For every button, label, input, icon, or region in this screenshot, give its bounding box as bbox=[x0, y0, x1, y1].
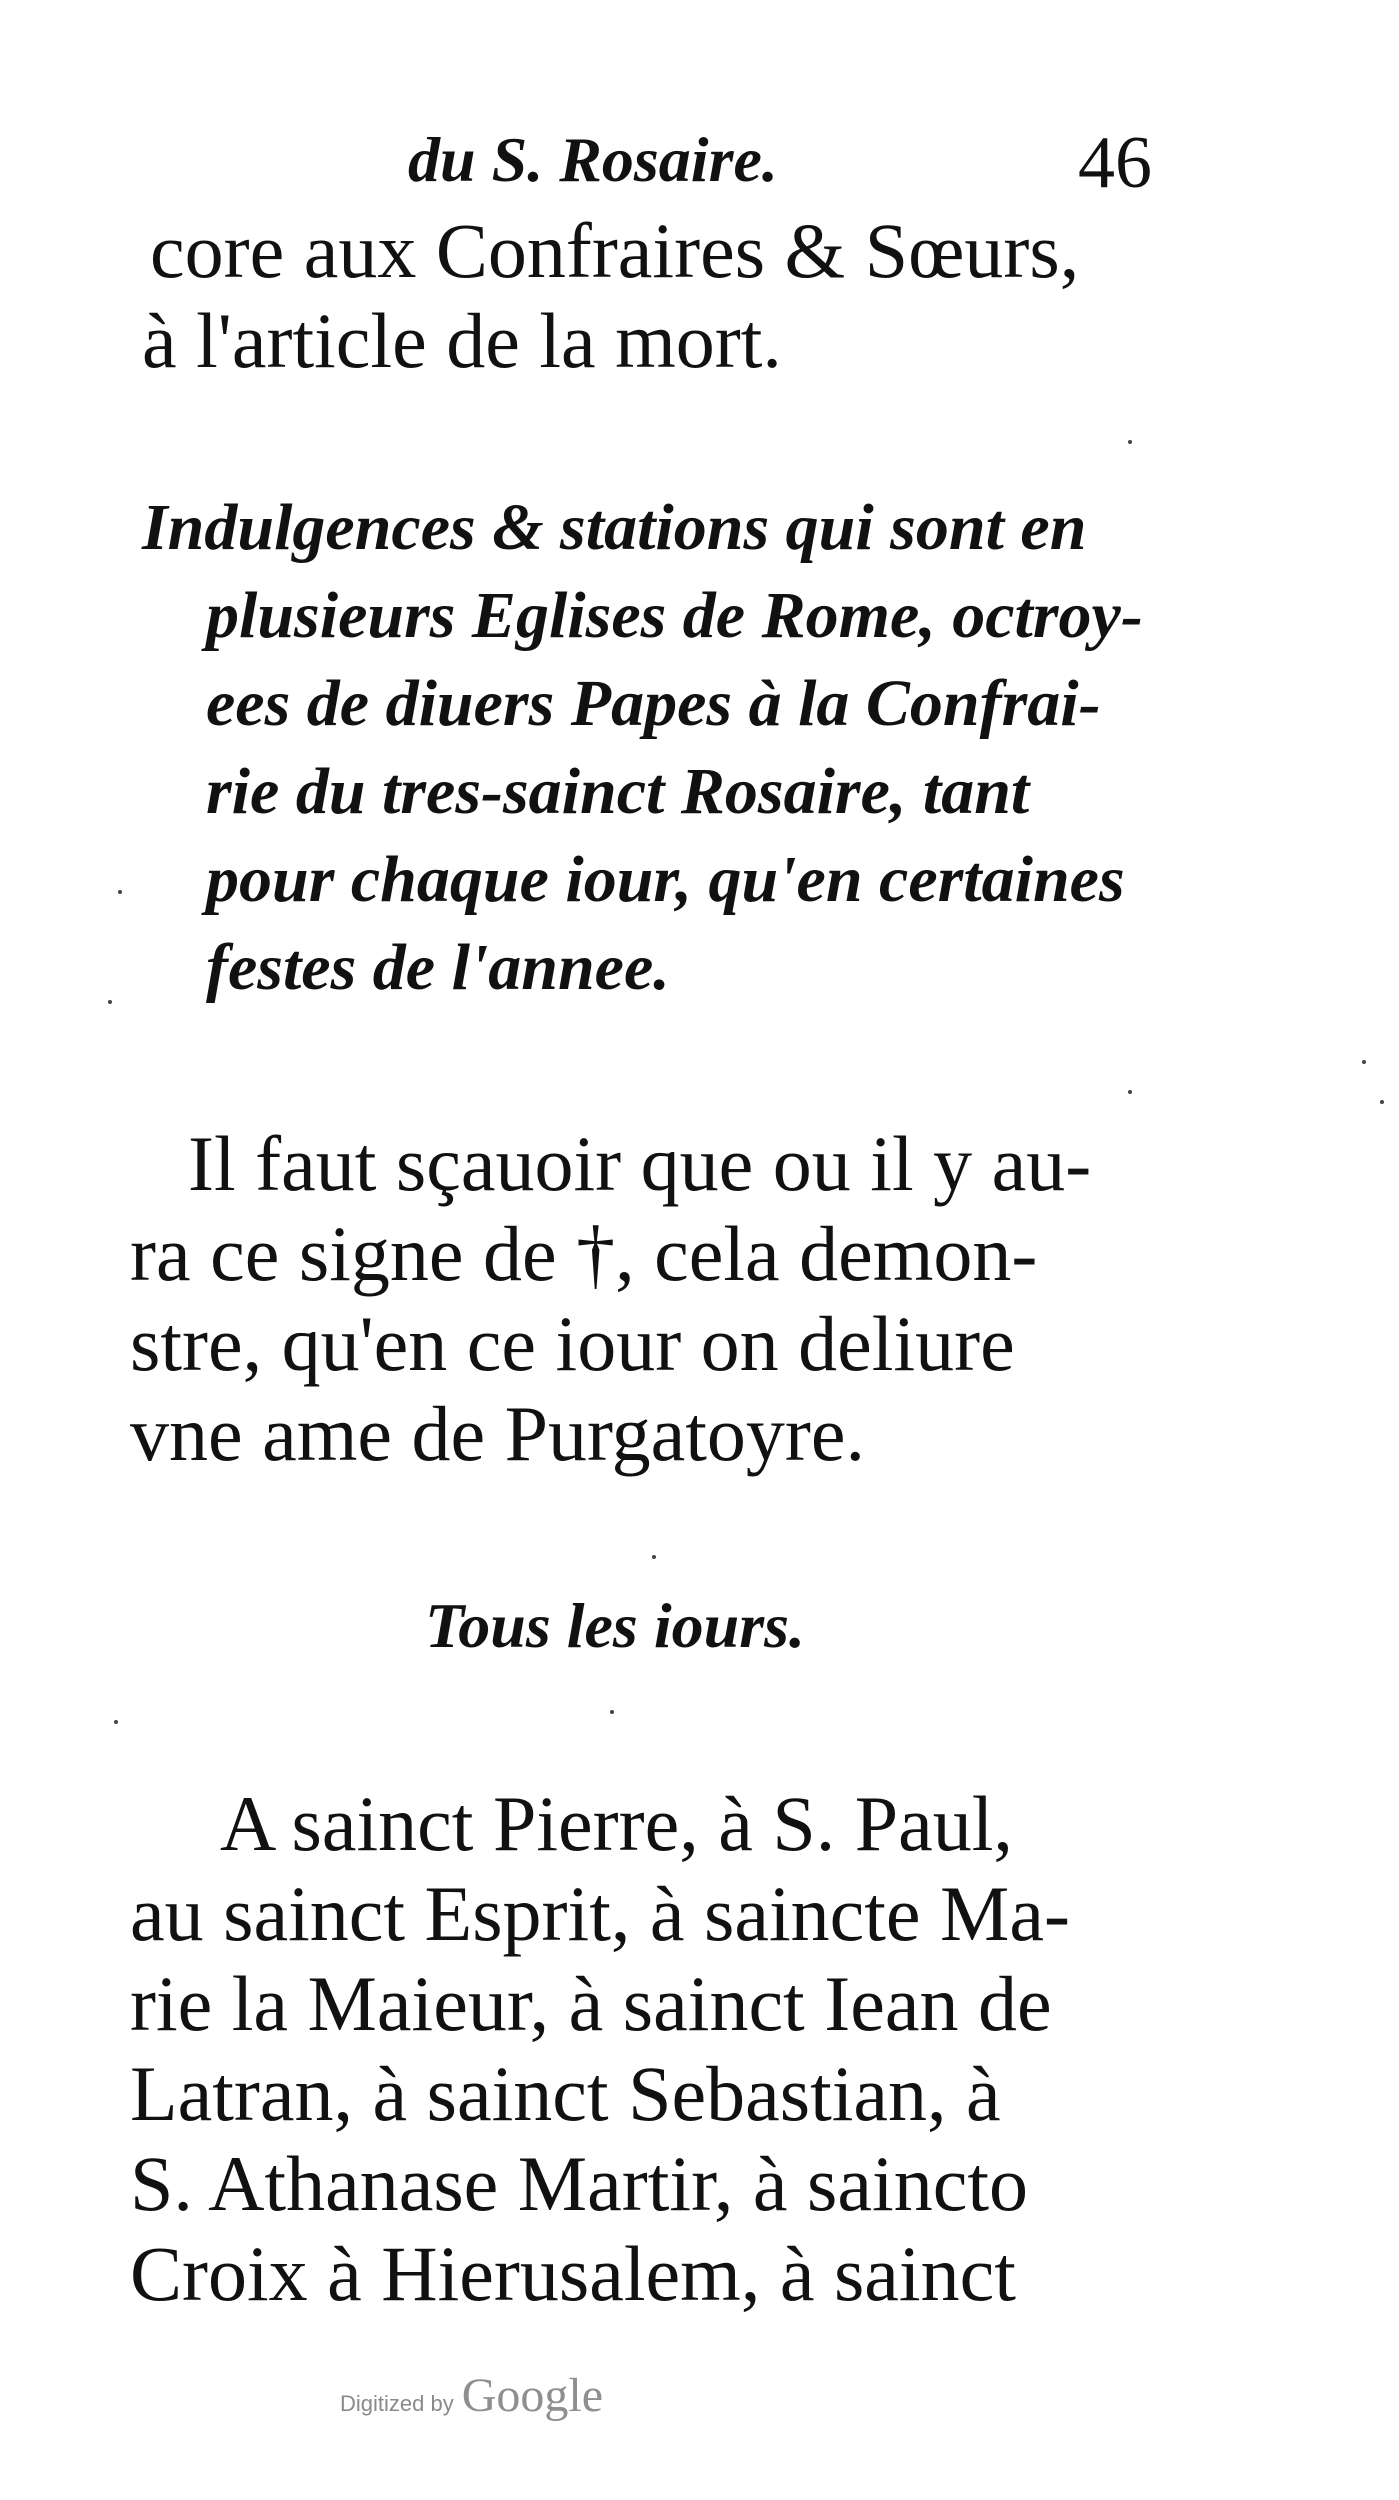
scan-speck bbox=[1362, 1060, 1366, 1064]
text-line: A sainct Pierre, à S. Paul, bbox=[220, 1780, 1013, 1867]
heading-line: festes de l'annee. bbox=[206, 931, 670, 1004]
heading-line: ees de diuers Papes à la Confrai- bbox=[206, 667, 1101, 740]
text-line: Il faut sçauoir que ou il y au- bbox=[188, 1120, 1092, 1207]
digitized-by-google-watermark bbox=[340, 2368, 603, 2423]
scan-speck bbox=[118, 890, 122, 894]
heading-line: Indulgences & stations qui sont en bbox=[142, 491, 1087, 564]
text-line: ra ce signe de †, cela demon- bbox=[130, 1210, 1038, 1297]
page-number: 46 bbox=[1078, 122, 1152, 204]
text-line: au sainct Esprit, à saincte Ma- bbox=[130, 1870, 1070, 1957]
running-title: du S. Rosaire. bbox=[408, 124, 778, 195]
scan-speck bbox=[1380, 1100, 1384, 1104]
heading-line: rie du tres-sainct Rosaire, tant bbox=[206, 755, 1030, 828]
heading-line: plusieurs Eglises de Rome, octroy- bbox=[206, 579, 1143, 652]
text-line: vne ame de Purgatoyre. bbox=[130, 1390, 865, 1477]
text-line: core aux Confraires & Sœurs, bbox=[150, 207, 1080, 294]
scan-speck bbox=[1128, 1090, 1132, 1094]
scan-speck bbox=[114, 1720, 118, 1724]
scan-speck bbox=[652, 1555, 656, 1559]
google-wordmark: Google bbox=[461, 2369, 604, 2422]
text-line: S. Athanase Martir, à saincto bbox=[130, 2140, 1028, 2227]
text-line: Croix à Hierusalem, à sainct bbox=[130, 2230, 1016, 2317]
scan-speck bbox=[108, 1000, 112, 1004]
text-line: à l'article de la mort. bbox=[142, 297, 782, 384]
text-line: stre, qu'en ce iour on deliure bbox=[130, 1300, 1015, 1387]
text-line: Latran, à sainct Sebastian, à bbox=[130, 2050, 1001, 2137]
digitized-label: Digitized by bbox=[340, 2391, 454, 2416]
text-line: rie la Maieur, à sainct Iean de bbox=[130, 1960, 1052, 2047]
section-heading-tous-les-iours: Tous les iours. bbox=[425, 1590, 805, 1661]
scan-speck bbox=[1128, 440, 1132, 444]
heading-line: pour chaque iour, qu'en certaines bbox=[206, 843, 1125, 916]
scan-speck bbox=[610, 1710, 614, 1714]
